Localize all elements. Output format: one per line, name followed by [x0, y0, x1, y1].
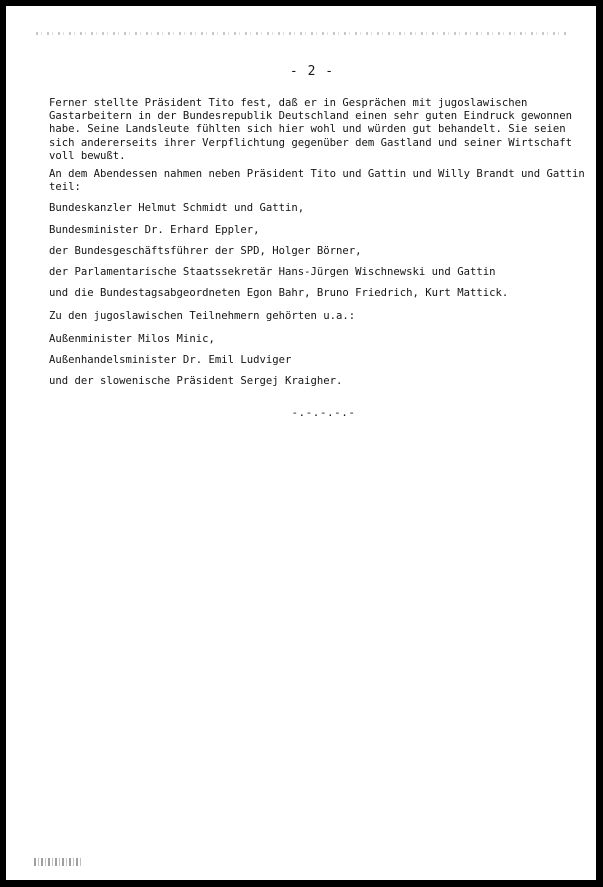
participant-helmut-schmidt: Bundeskanzler Helmut Schmidt und Gattin,	[49, 202, 305, 215]
participant-sergej-kraigher: und der slowenische Präsident Sergej Kraigher.	[49, 375, 343, 388]
participant-wischnewski: der Parlamentarische Staatssekretär Hans-Jürgen Wischnewski und Gattin	[49, 266, 496, 279]
german-participants-list	[49, 202, 594, 300]
scan-artifact-bottom	[34, 858, 82, 866]
yugoslav-participants-heading: Zu den jugoslawischen Teilnehmern gehörten u.a.:	[49, 310, 356, 323]
document-body	[49, 97, 594, 396]
participant-milos-minic: Außenminister Milos Minic,	[49, 332, 215, 345]
closing-mark: -.-.-.-.-	[291, 406, 356, 419]
paragraph-dinner-attendance: An dem Abendessen nahmen neben Präsident Tito und Gattin und Willy Brandt und Gattin teil:	[49, 168, 585, 194]
participant-bundestag-members: und die Bundestagsabgeordneten Egon Bahr, Bruno Friedrich, Kurt Mattick.	[49, 287, 509, 300]
participant-emil-ludviger: Außenhandelsminister Dr. Emil Ludviger	[49, 353, 292, 366]
yugoslav-participants-list	[49, 333, 594, 389]
scan-artifact-top	[36, 32, 566, 35]
participant-erhard-eppler: Bundesminister Dr. Erhard Eppler,	[49, 223, 260, 236]
paragraph-tito-statement: Ferner stellte Präsident Tito fest, daß er in Gesprächen mit jugoslawischen Gastarbeitern in der Bundesrepublik Deutschland einen sehr guten Eindruck gewonnen habe. Seine Landsleute fühlten sich hier wohl und würden gut behandelt. Sie seien sich andererseits ihrer Verpflichtung gegenüber dem Gastland und seiner Wirtschaft voll bewußt.	[49, 97, 572, 162]
participant-holger-boerner: der Bundesgeschäftsführer der SPD, Holger Börner,	[49, 244, 362, 257]
page-number: - 2 -	[289, 64, 335, 79]
document-page	[6, 6, 596, 880]
